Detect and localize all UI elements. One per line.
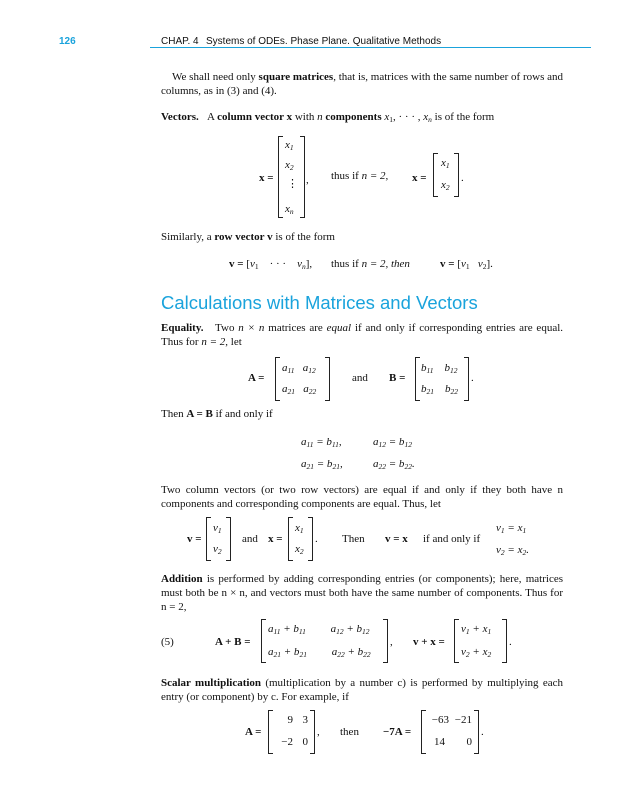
header-rule <box>150 47 591 48</box>
then-a-eq-b: Then A = B if and only if <box>161 408 273 420</box>
row-vector-display: $v = [v_1$ · · · $v_n$], <box>229 258 313 271</box>
x-eq-label-2: x = <box>412 172 427 184</box>
section-title: Calculations with Matrices and Vectors <box>161 292 478 313</box>
vec-xn: $x_n$ <box>285 203 294 216</box>
square-matrices-paragraph: We shall need only square matrices, that is, matrices with the same number of rows and columns, as in (3) and (4). <box>161 71 563 97</box>
equation-number: (5) <box>161 636 174 648</box>
vec-vdots: ⋮ <box>287 178 298 190</box>
textbook-page: 126 CHAP. 4 Systems of ODEs. Phase Plane. Qualitative Methods We shall need only square matrices, that is, matrices with the same number of rows and columns, as in (3) and (4). Vectors. A column vector x with n components $x_1$, · · · , $x_n$ is of the form x = $x_1$ $x_2$ ⋮ $x_n$ , thus if n = 2, x = $x_1$ $x_2$ . Similarly, a row vector v is of the form $v = [v_1$ · · · $v_n$], thus if n = 2, then $v = [v_1$ $v_2$]. Calculations with Matrices and Vectors Equality. Two n × n matrices are equal if and only if corresponding entries are equal. Thus for n = 2, let A = $a_{11}$ $a_{12}$ $a_{21}$ $a_{22}$ and B = $b_{11}$ $b_{12}$ $b_{21}$ $b_{22}$ . Then A = B if and only if $a_{11} = b_{11}$, $a_{12} = b_{12}$ $a_{21} = b_{21}$, $a_{22} = b_{22}$. Two column vectors (or two row vectors) are equal if and only if they both have n components and corresponding components are equal. Thus, let v = $v_1$ $v_2$ and x = $x_1$ $x_2$ . Then v = x if and only if $v_1 = x_1$ $v_2 = x_2$. Addition is performed by adding corresponding entries (or components); here, matrices must both be n × n, and vectors must both have the same number of components. Thus for n = 2, (5) A + B = $a_{11} + b_{11}$ $a_{12} + b_{12}$ $a_{21} + b_{21}$ $a_{22} + b_{22}$ , v + x = $v_1 + x_1$ $v_2 + x_2$ . Scalar multiplication (multiplication by a number c) is performed by multiplying each entry (or component) by c. For example, if A = 9 3 −2 0 , then −7A = −63 −21 14 0 . <box>0 0 639 800</box>
x-eq-label: x = <box>259 172 274 184</box>
vec-x2: $x_2$ <box>285 159 294 172</box>
vectors-paragraph: Vectors. A column vector x with n components $x_1$, · · · , $x_n$ is of the form <box>161 111 495 124</box>
page-number: 126 <box>59 36 76 47</box>
chapter-title: Systems of ODEs. Phase Plane. Qualitative Methods <box>206 36 442 47</box>
row-vector-paragraph: Similarly, a row vector v is of the form <box>161 231 335 243</box>
thus-if-label: thus if n = 2, <box>331 170 389 182</box>
scalar-paragraph: Scalar multiplication (multiplication by a number c) is performed by multiplying each entry (or component) by c. For example, if <box>161 677 563 703</box>
vec-x1: $x_1$ <box>285 139 294 152</box>
equality-paragraph: Equality. Two n × n matrices are equal if and only if corresponding entries are equal. Thus for n = 2, let <box>161 322 564 348</box>
addition-paragraph: Addition is performed by adding corresponding entries (or components); here, matrices must both be n × n, and vectors must both have the same number of components. Thus for n = 2, <box>161 573 563 613</box>
column-vectors-paragraph: Two column vectors (or two row vectors) are equal if and only if they both have n components and corresponding components are equal. Thus, let <box>161 484 563 510</box>
chapter-label: CHAP. 4 <box>161 36 199 47</box>
